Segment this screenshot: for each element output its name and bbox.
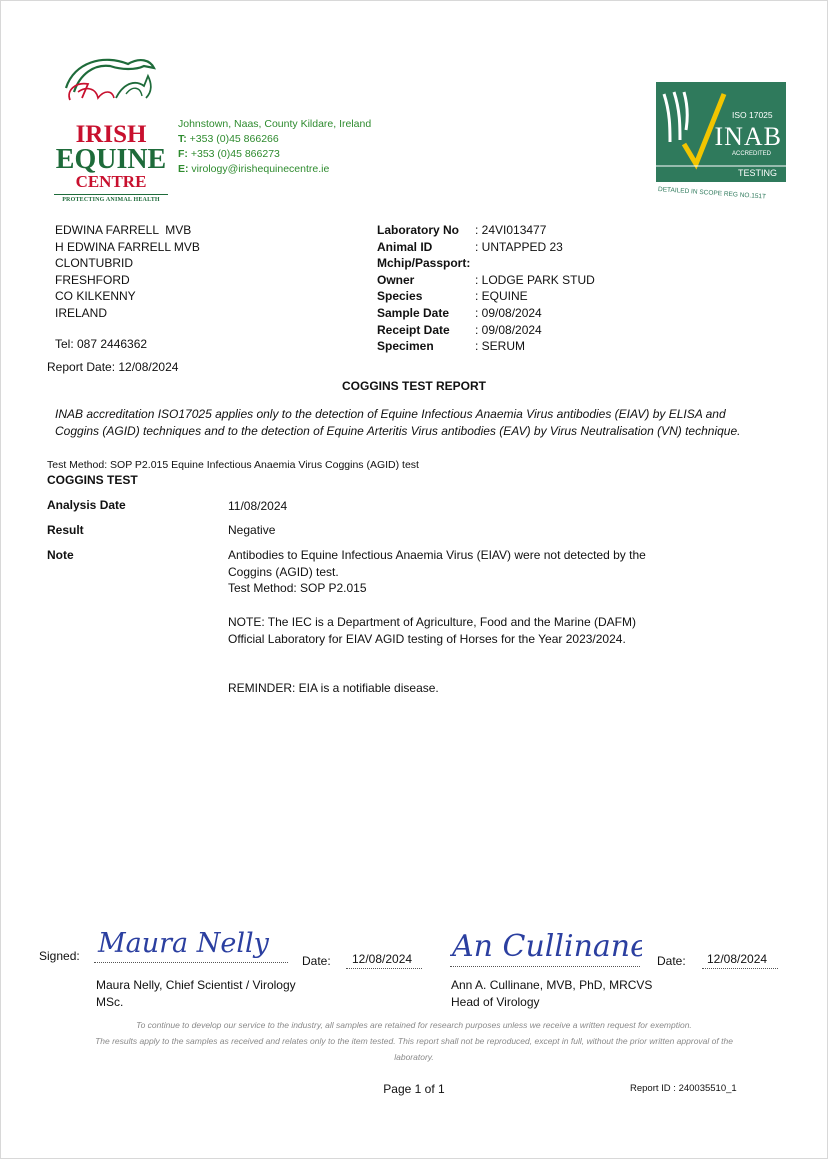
lab-info-label: Species (377, 289, 423, 304)
svg-text:An Cullinane: An Cullinane (452, 929, 642, 964)
svg-text:Maura Nelly: Maura Nelly (98, 928, 269, 959)
lab-address-block (178, 117, 371, 177)
signature-1-drawing (94, 920, 288, 968)
logo-equine: EQUINE (55, 144, 167, 175)
lab-info-label: Owner (377, 272, 415, 287)
sig2-date: 12/08/2024 (707, 952, 768, 966)
signatory-1 (96, 977, 296, 1010)
client-line: FRESHFORD (55, 272, 130, 287)
signature-2-drawing (450, 918, 642, 968)
lab-info-value: : SERUM (475, 339, 526, 354)
tel-prefix: T: (178, 133, 187, 145)
lab-info-row (377, 338, 595, 355)
inab-testing: TESTING (738, 168, 778, 178)
analysis-date-label: Analysis Date (47, 498, 126, 512)
lab-email: virology@irishequinecentre.ie (191, 163, 330, 175)
client-line: IRELAND (55, 305, 108, 320)
lab-info-row (377, 255, 595, 272)
lab-info-value: : EQUINE (475, 289, 528, 304)
lab-info-value: : LODGE PARK STUD (475, 272, 595, 287)
result-value: Negative (228, 523, 276, 537)
signatory-1-name: Maura Nelly, Chief Scientist / Virology (96, 978, 296, 992)
client-line: CLONTUBRID (55, 256, 134, 271)
inab-note: INAB accreditation ISO17025 applies only to the detection of Equine Infectious Anaemia Virus antibodies (EIAV) by ELISA and Coggins (AGID) techniques and to the detection of Equine Arteritis Virus antibodies (EAV) by Virus Neutralisation (VN) technique. (55, 407, 741, 438)
sig1-date-line (346, 968, 422, 969)
lab-info-row (377, 239, 595, 256)
lab-info-value: : 09/08/2024 (475, 322, 542, 337)
signature-2-line (450, 966, 640, 967)
sig2-date-label: Date: (657, 954, 686, 968)
lab-info-label: Receipt Date (377, 322, 450, 337)
analysis-date-value: 11/08/2024 (228, 499, 288, 513)
signatory-2-title: Head of Virology (451, 994, 540, 1009)
lab-info-label: Specimen (377, 339, 434, 354)
lab-fax: +353 (0)45 866273 (190, 148, 280, 160)
disclaimer-retention: To continue to develop our service to the industry, all samples are retained for research purposes unless we receive a written request for exemption. (136, 1020, 692, 1030)
lab-info-value: : 24VI013477 (475, 223, 547, 237)
lab-address: Johnstown, Naas, County Kildare, Ireland (178, 118, 372, 130)
signed-label: Signed: (39, 949, 80, 963)
note-reminder: REMINDER: EIA is a notifiable disease. (228, 681, 439, 695)
client-line: CO KILKENNY (55, 289, 136, 304)
lab-info-table (377, 222, 595, 355)
lab-info-value: : 09/08/2024 (475, 305, 542, 320)
result-label: Result (47, 523, 84, 537)
report-date: Report Date: 12/08/2024 (47, 360, 179, 374)
test-method: Test Method: SOP P2.015 Equine Infectious Anaemia Virus Coggins (AGID) test (47, 459, 419, 471)
logo-centre: CENTRE (75, 172, 147, 191)
client-tel: Tel: 087 2446362 (55, 337, 148, 351)
lab-info-row (377, 322, 595, 339)
fax-prefix: F: (178, 148, 188, 160)
report-id: Report ID : 240035510_1 (630, 1083, 737, 1094)
sig2-date-line (702, 968, 778, 969)
signatory-1-title: MSc. (96, 994, 124, 1009)
page-number: Page 1 of 1 (383, 1082, 445, 1096)
signature-1 (94, 920, 288, 968)
inab-name: INAB (714, 122, 782, 151)
note-paragraph-1: Antibodies to Equine Infectious Anaemia Virus (EIAV) were not detected by the Coggins (AGID) test. (228, 548, 646, 579)
sig1-date-label: Date: (302, 954, 331, 968)
logo-tagline: PROTECTING ANIMAL HEALTH (62, 197, 160, 203)
lab-info-row (377, 288, 595, 305)
lab-tel: +353 (0)45 866266 (189, 133, 279, 145)
lab-info-label: Laboratory No (377, 223, 460, 237)
note-test-method: Test Method: SOP P2.015 (228, 581, 367, 595)
report-title: COGGINS TEST REPORT (341, 379, 486, 393)
client-line: H EDWINA FARRELL MVB (55, 239, 200, 254)
sig1-date: 12/08/2024 (352, 952, 413, 966)
lab-info-label: Mchip/Passport: (377, 256, 471, 271)
lab-info-row (377, 272, 595, 289)
horse-logo-icon (52, 52, 170, 122)
client-line: EDWINA FARRELL MVB (55, 223, 192, 237)
client-address (55, 222, 200, 322)
iec-logo (52, 52, 170, 210)
section-heading: COGGINS TEST (47, 473, 138, 487)
email-prefix: E: (178, 163, 189, 175)
signatory-2-name: Ann A. Cullinane, MVB, PhD, MRCVS (451, 978, 653, 992)
lab-info-row (377, 305, 595, 322)
disclaimer-reproduction: The results apply to the samples as received and relates only to the item tested. This report shall not be reproduced, except in full, without the prior written approval of the laboratory. (95, 1036, 733, 1062)
inab-accreditation-badge (656, 82, 788, 200)
note-paragraph-2: NOTE: The IEC is a Department of Agriculture, Food and the Marine (DAFM) Official Laboratory for EIAV AGID testing of Horses for the Year 2023/2024. (228, 615, 636, 646)
logo-irish: IRISH (75, 121, 147, 148)
lab-info-label: Animal ID (377, 239, 433, 254)
note-label: Note (47, 548, 74, 562)
lab-info-value: : UNTAPPED 23 (475, 239, 563, 254)
inab-accredited: ACCREDITED (732, 151, 772, 157)
lab-info-row (377, 222, 595, 239)
inab-scope: DETAILED IN SCOPE REG NO.151T (657, 186, 767, 201)
signatory-2 (451, 977, 652, 1010)
signature-2 (450, 918, 642, 968)
lab-info-label: Sample Date (377, 305, 450, 320)
inab-iso: ISO 17025 (732, 110, 773, 120)
signature-1-line (94, 962, 288, 963)
